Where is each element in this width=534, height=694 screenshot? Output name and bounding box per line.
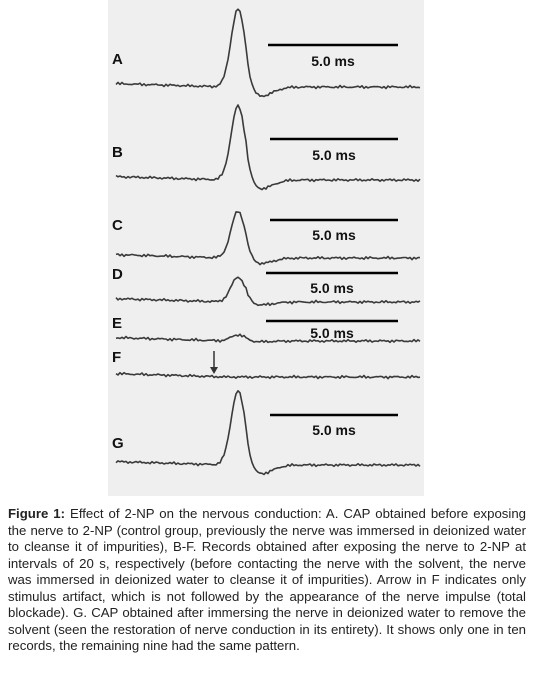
cap-panel-d — [112, 266, 420, 305]
figure-caption — [8, 506, 526, 655]
cap-panel-b — [112, 105, 420, 190]
figure-panel — [108, 0, 424, 496]
cap-panel-f — [112, 349, 420, 379]
cap-trace — [116, 9, 420, 96]
scale-label: 5.0 ms — [310, 280, 354, 296]
scale-label: 5.0 ms — [312, 147, 356, 163]
panel-label: G — [112, 435, 124, 452]
scale-label: 5.0 ms — [311, 53, 355, 69]
scale-label: 5.0 ms — [312, 227, 356, 243]
cap-panel-g — [112, 391, 420, 475]
caption-body: Effect of 2-NP on the nervous conduction: A. CAP obtained before exposing the nerve to 2-NP (control group, previously the nerve was immersed in deionized water to cleanse it of impurities), B-F. Records obtained after exposing the nerve to 2-NP at intervals of 20 s, respectively (before contacting the nerve with the solvent, the nerve was immersed in deionized water to cleanse it of impurities). Arrow in F indicates only stimulus artifact, which is not followed by the appearance of the nerve impulse (total blockade). G. CAP obtained after immersing the nerve in deionized water to remove the solvent (seen the restoration of nerve conduction in its entirety). It shows only one in ten records, the remaining nine had the same pattern. — [8, 506, 527, 653]
cap-trace — [116, 334, 420, 342]
panel-label: E — [112, 315, 123, 332]
cap-recordings-figure — [108, 0, 424, 496]
cap-trace — [116, 373, 420, 379]
panel-label: A — [112, 51, 123, 68]
stimulus-arrow-icon — [210, 367, 218, 374]
cap-panel-a — [112, 9, 420, 96]
panel-label: C — [112, 217, 123, 234]
panel-label: B — [112, 144, 123, 161]
scale-label: 5.0 ms — [312, 422, 356, 438]
caption-lead: Figure 1: — [8, 506, 66, 521]
panel-label: D — [112, 266, 123, 283]
scale-label: 5.0 ms — [310, 325, 354, 341]
cap-panel-e — [112, 315, 420, 342]
cap-trace — [116, 277, 420, 305]
panel-label: F — [112, 349, 122, 366]
cap-trace — [116, 391, 420, 475]
cap-trace — [116, 105, 420, 190]
cap-panel-c — [112, 212, 420, 265]
